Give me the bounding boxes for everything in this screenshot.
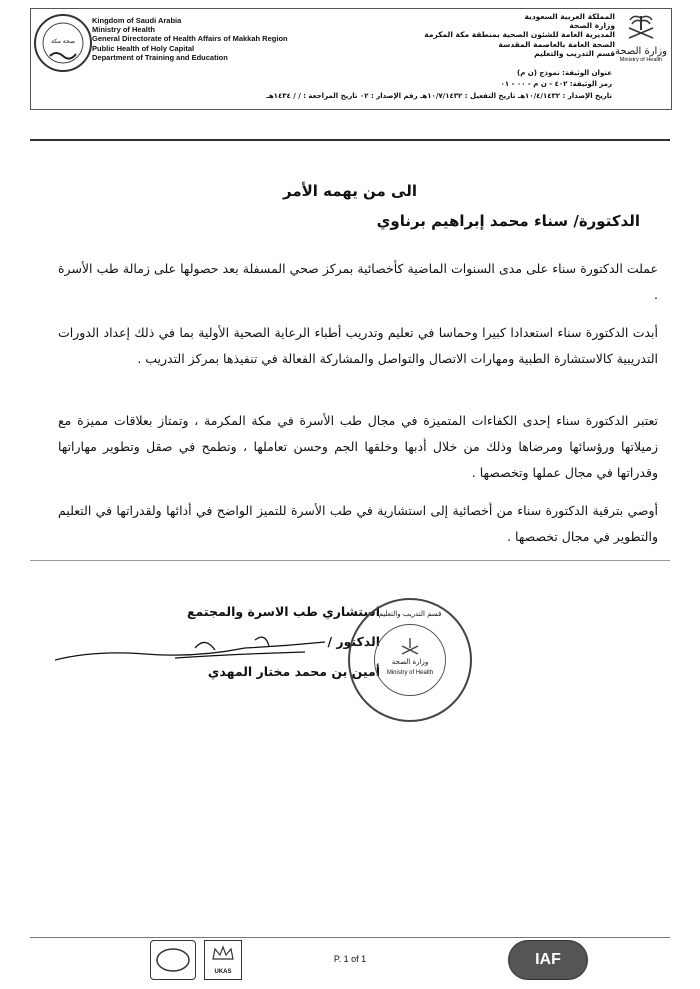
paragraph: أوصي بترقية الدكتورة سناء من أخصائية إلى استشارية في طب الأسرة للتميز الواضح في أدائها ولقدراتها في التعليم والتطوير في مجال تخصصها . [58,503,658,544]
page-number: P. 1 of 1 [333,954,367,964]
paragraph: عملت الدكتورة سناء على مدى السنوات الماضية كأخصائية بمركز صحي المسفلة بعد حصولها على زمالة طب الأسرة . [58,261,658,302]
iaf-badge [508,940,588,980]
body-divider [30,560,670,561]
paragraph: تعتبر الدكتورة سناء إحدى الكفاءات المتميزة في مجال طب الأسرة في مكة المكرمة ، وتمتاز بعلاقات مميزة مع زميلاتها ورؤسائها ومرضاها وذلك من خلال أدبها وخلقها الجم وحسن تعاملها ، وتطمح في صقل وتطوير مهاراتها وقدراتها في مجال عملها وتخصصها . [58,413,658,480]
ukas-label: UKAS [214,969,232,975]
header-en-line: General Directorate of Health Affairs of Makkah Region [92,34,288,44]
issue-info-field: تاريخ الإصدار : ١٠/٤/١٤٣٢هـ تاريخ التفعيل : ١٠/٧/١٤٣٢هـ رقم الإصدار : ٠٢ تاريخ المراجعة : / / ١٤٣٤هـ [266,92,612,100]
header-en-line: Public Health of Holy Capital [92,43,195,53]
circle-logo-label: صحة مكة [51,38,75,45]
signer-prefix: الدكتور / [327,634,380,649]
iaf-label: IAF [535,951,561,968]
header-ar-line: المملكة العربية السعودية [524,12,615,21]
official-stamp [348,598,472,722]
stamp-middle-english: Ministry of Health [386,670,434,676]
handwritten-signature [55,628,345,668]
header-en-line: Ministry of Health [92,25,155,35]
document-code-field: رمز الوثيقة: ٤٠٢ - ن م - ٠٠ - ٠١ [500,80,612,88]
moh-logo-english: Ministry of Health [619,57,663,63]
ministry-of-health-logo [612,12,670,63]
palm-swords-icon [624,12,658,42]
makkah-health-logo [34,14,92,72]
header-ar-line: الصحة العامة بالعاصمة المقدسة [498,39,615,49]
header-english-block [92,16,322,62]
header-divider [30,139,670,141]
stamp-emblem-icon [398,636,422,656]
paragraph: أبدت الدكتورة سناء استعدادا كبيرا وحماسا في تعليم وتدريب أطباء الرعاية الصحية الأولية بما في ذلك إعداد الدورات التدريبية كالاستشارة الطبية ومهارات الاتصال والتواصل والمشاركة الفعالة في تنفيذها بمركز التدريب . [58,325,658,366]
stamp-middle-arabic: وزارة الصحة [391,658,429,666]
stamp-top-text: قسم التدريب والتعليم [378,610,442,618]
header-en-line: Department of Training and Education [92,52,228,62]
header-ar-line: المديرية العامة للشئون الصحية بمنطقة مكة المكرمة [424,30,615,40]
letter-recipient: الدكتورة/ سناء محمد إبراهيم برناوي [376,212,640,230]
header-arabic-block [410,12,615,58]
signer-position: استشاري طب الاسرة والمجتمع [186,604,380,619]
footer-divider [30,937,670,938]
header-en-line: Kingdom of Saudi Arabia [92,16,182,25]
moh-logo-arabic: وزارة الصحة [615,46,667,57]
header-ar-line: قسم التدريب والتعليم [534,48,615,58]
letter-title: الى من يهمه الأمر [282,182,418,200]
document-title-field: عنوان الوثيقة: نموذج (ن م) [517,69,612,77]
header-ar-line: وزارة الصحة [569,21,615,31]
signer-name: أمين بن محمد مختار المهدي [207,664,380,679]
